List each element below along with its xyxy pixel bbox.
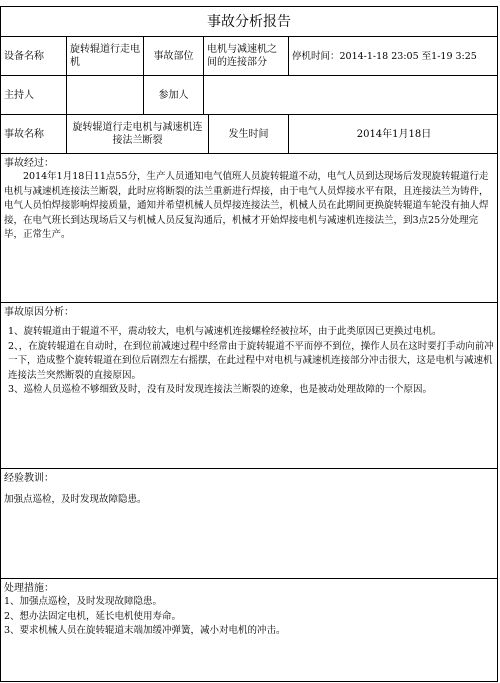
occur-time-value: 2014年1月18日 (356, 128, 432, 140)
location-value: 电机与减速机之间的连接部分 (204, 37, 289, 75)
host-row (1, 76, 497, 115)
process-title: 事故经过： (4, 158, 54, 169)
equipment-row (1, 37, 497, 76)
report-title: 事故分析报告 (1, 7, 497, 37)
accident-name-label: 事故名称 (1, 115, 67, 153)
location-label: 事故部位 (144, 37, 204, 75)
cause-item: 2、，在旋转辊道在自动时，在到位前减速过程中经常由于旋转辊道不平而停不到位，操作人员在这时要打手动向前冲一下，造成整个旋转辊道在到位后剧烈左右摇摆，在此过程中对电机与减速机连接部分冲击很大，这是电机与减速机连接法兰突然断裂的直接原因。 (8, 340, 494, 381)
lesson-text: 加强点巡检，及时发现故障隐患。 (4, 494, 147, 505)
participants-label: 参加人 (144, 76, 204, 114)
cause-item: 3、巡检人员巡检不够细致及时，没有及时发现连接法兰断裂的迹象，也是被动处理故障的一个原因。 (8, 384, 433, 395)
host-label: 主持人 (1, 76, 67, 114)
equipment-value: 旋转辊道行走电机 (67, 37, 144, 75)
cause-item: 1、旋转辊道由于辊道不平，震动较大，电机与减速机连接螺栓经被拉坏，由于此类原因已更换过电机。 (8, 326, 442, 337)
lesson-title: 经验教训： (4, 473, 54, 484)
occur-time-label: 发生时间 (209, 115, 289, 153)
cause-section (1, 303, 497, 469)
cause-title: 事故原因分析： (4, 307, 74, 318)
accident-report-form (0, 6, 498, 682)
accident-name-row (1, 115, 497, 154)
host-value (67, 76, 144, 114)
measures-section (1, 579, 497, 683)
downtime-cell: 停机时间：2014-1-18 23:05 至1-19 3:25 (292, 50, 477, 62)
measure-item: 1、加强点巡检，及时发现故障隐患。 (4, 596, 163, 607)
accident-name-value: 旋转辊道行走电机与减速机连接法兰断裂 (67, 115, 209, 153)
measure-item: 3、要求机械人员在旋转辊道末端加缓冲弹簧，减小对电机的冲击。 (4, 625, 286, 636)
lesson-section (1, 469, 497, 579)
measures-title: 处理措施： (4, 583, 54, 594)
measure-item: 2、想办法固定电机，延长电机使用寿命。 (4, 610, 182, 622)
equipment-label: 设备名称 (1, 37, 67, 75)
participants-value (204, 76, 499, 114)
process-text: 2014年1月18日11点55分，生产人员通知电气值班人员旋转辊道不动，电气人员到达现场后发现旋转辊道行走电机与减速机连接法兰断裂，此时应将断裂的法兰重新进行焊接，由于电气人员焊接水平有限，且连接法兰为铸件，电气人员怕焊接影响焊接质量，通知并希望机械人员焊接连接法兰，机械人员在此期间更换旋转辊道车轮没有抽人焊接，在电气班长到达现场后又与机械人员反复沟通后，机械才开始焊接电机与减速机连接法兰，到3点25分处理完毕，正常生产。 (4, 171, 489, 240)
process-section (1, 154, 497, 303)
